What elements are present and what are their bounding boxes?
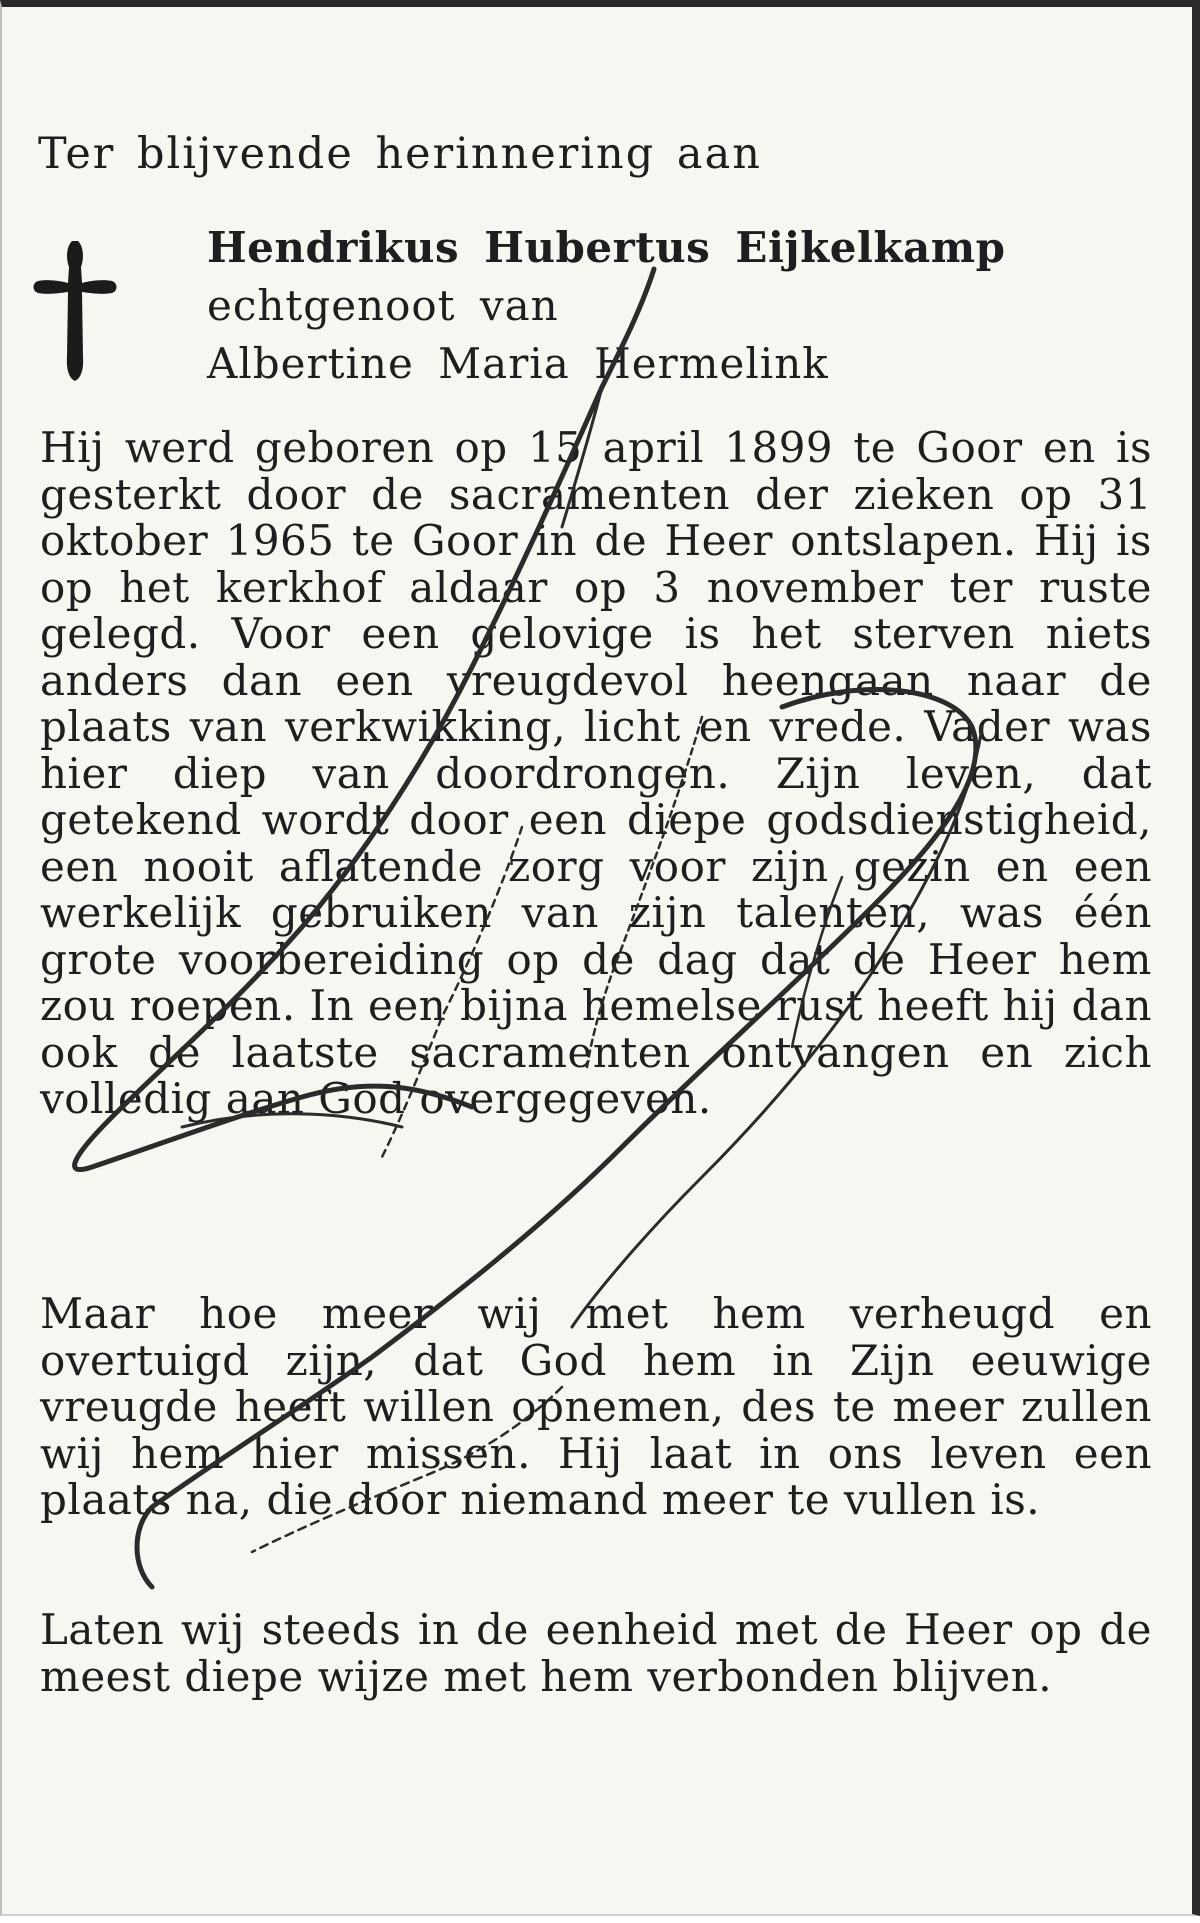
paragraph-closing: Laten wij steeds in de eenheid met de Heer op de meest diepe wijze met hem verbonden blijven. xyxy=(40,1605,1152,1701)
cross-icon xyxy=(30,237,120,385)
name-block xyxy=(207,219,1006,393)
paragraph-missing: Maar hoe meer wij met hem verheugd en overtuigd zijn, dat God hem in Zijn eeuwige vreugde heeft willen opnemen, des te meer zullen wij hem hier missen. Hij laat in ons leven een plaats na, die door niemand meer te vullen is. xyxy=(40,1289,1152,1524)
deceased-name: Hendrikus Hubertus Eijkelkamp xyxy=(207,223,1006,272)
spouse-name: Albertine Maria Hermelink xyxy=(207,339,829,388)
intro-text: Ter blijvende herinnering aan xyxy=(38,129,762,179)
paragraph-life: Hij werd geboren op 15 april 1899 te Goor en is gesterkt door de sacramenten der zieken op 31 oktober 1965 te Goor in de Heer ontslapen. Hij is op het kerkhof aldaar op 3 november ter ruste gelegd. Voor een gelovige is het sterven niets anders dan een vreugdevol heengaan naar de plaats van verkwikking, licht en vrede. Vader was hier diep van doordrongen. Zijn leven, dat getekend wordt door een diepe godsdienstigheid, een nooit aflatende zorg voor zijn gezin en een werkelijk gebruiken van zijn talenten, was één grote voorbereiding op de dag dat de Heer hem zou roepen. In een bijna hemelse rust heeft hij dan ook de laatste sacramenten ontvangen en zich volledig aan God overgegeven. xyxy=(40,423,1152,1123)
spouse-prefix: echtgenoot van xyxy=(207,281,559,330)
